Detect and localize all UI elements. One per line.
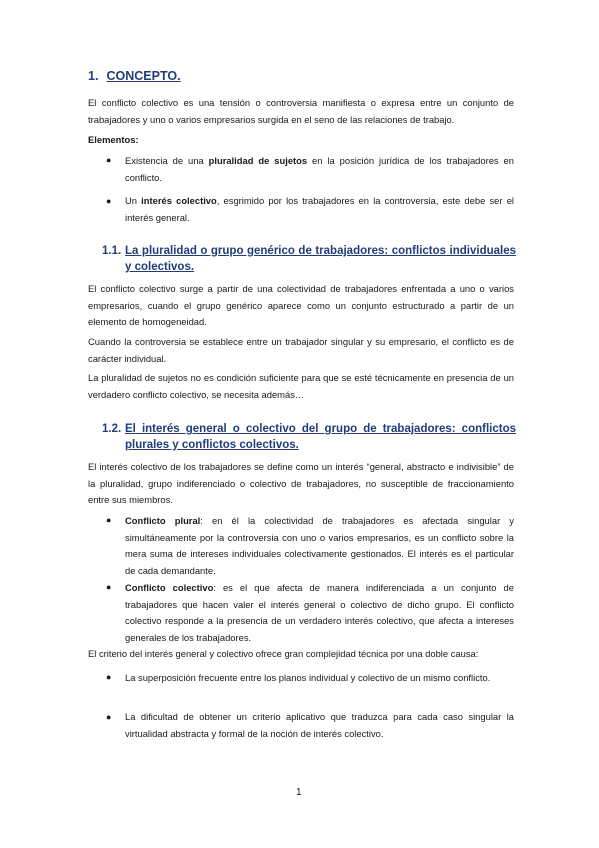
heading-number: 1. bbox=[88, 69, 99, 83]
bullet-icon: ● bbox=[106, 196, 112, 206]
list-item: Conflicto plural: en él la colectividad de trabajadores es afectada singular y simultáneamente por la controversia con uno o varios empresarios, es un conflicto sobre la mera suma de intereses individuales colectivamente gestionados. El interés es el particular de cada demandante. bbox=[125, 515, 514, 576]
heading-number: 1.2. bbox=[102, 423, 122, 435]
list-item: La superposición frecuente entre los planos individual y colectivo de un mismo conflicto. bbox=[125, 672, 491, 683]
paragraph: La pluralidad de sujetos no es condición suficiente para que se esté técnicamente en presencia de un verdadero conflicto colectivo, se necesita además… bbox=[88, 372, 514, 400]
elementos-label: Elementos: bbox=[88, 134, 139, 145]
bullet-icon: ● bbox=[106, 672, 112, 682]
intro-paragraph: El conflicto colectivo es una tensión o controversia manifiesta o expresa entre un conjunto de trabajadores y uno o varios empresarios surgida en el seno de las relaciones de trabajo. bbox=[88, 97, 514, 125]
bullet-icon: ● bbox=[106, 582, 112, 592]
page-number: 1 bbox=[296, 787, 302, 798]
heading-title: El interés general o colectivo del grupo de trabajadores: conflictos plurales y conflictos colectivos. bbox=[125, 423, 516, 451]
heading-concepto bbox=[88, 69, 181, 83]
heading-number: 1.1. bbox=[102, 245, 122, 257]
paragraph: Cuando la controversia se establece entre un trabajador singular y su empresario, el conflicto es de carácter individual. bbox=[88, 336, 514, 364]
heading-title: La pluralidad o grupo genérico de trabajadores: conflictos individuales y colectivos. bbox=[125, 245, 516, 273]
list-item: Existencia de una pluralidad de sujetos en la posición jurídica de los trabajadores en conflicto. bbox=[125, 155, 514, 183]
list-item: Conflicto colectivo: es el que afecta de manera indiferenciada a un conjunto de trabajadores que hacen valer el interés general o colectivo de dicho grupo. El conflicto colectivo responde a la presencia de un verdadero interés colectivo, que afecta a intereses generales de los trabajadores. bbox=[125, 582, 514, 643]
paragraph: El interés colectivo de los trabajadores se define como un interés “general, abstracto e indivisible” de la pluralidad, grupo indiferenciado o colectivo de trabajadores, no susceptible de fraccionamiento entre sus miembros. bbox=[88, 461, 514, 505]
bullet-icon: ● bbox=[106, 155, 112, 165]
heading-1-1 bbox=[102, 243, 516, 275]
list-item: La dificultad de obtener un criterio aplicativo que traduzca para cada caso singular la virtualidad abstracta y formal de la noción de interés colectivo. bbox=[125, 711, 514, 739]
bullet-icon: ● bbox=[106, 515, 112, 525]
bullet-icon: ● bbox=[106, 712, 112, 722]
heading-title: CONCEPTO. bbox=[106, 69, 181, 83]
list-item: Un interés colectivo, esgrimido por los trabajadores en la controversia, este debe ser el interés general. bbox=[125, 195, 514, 223]
paragraph: El conflicto colectivo surge a partir de una colectividad de trabajadores enfrentada a uno o varios empresarios, cuando el grupo genérico aparece como un conjunto estructurado a partir de un elemento de homogeneidad. bbox=[88, 283, 514, 327]
paragraph: El criterio del interés general y colectivo ofrece gran complejidad técnica por una doble causa: bbox=[88, 648, 479, 659]
heading-1-2 bbox=[102, 421, 516, 453]
